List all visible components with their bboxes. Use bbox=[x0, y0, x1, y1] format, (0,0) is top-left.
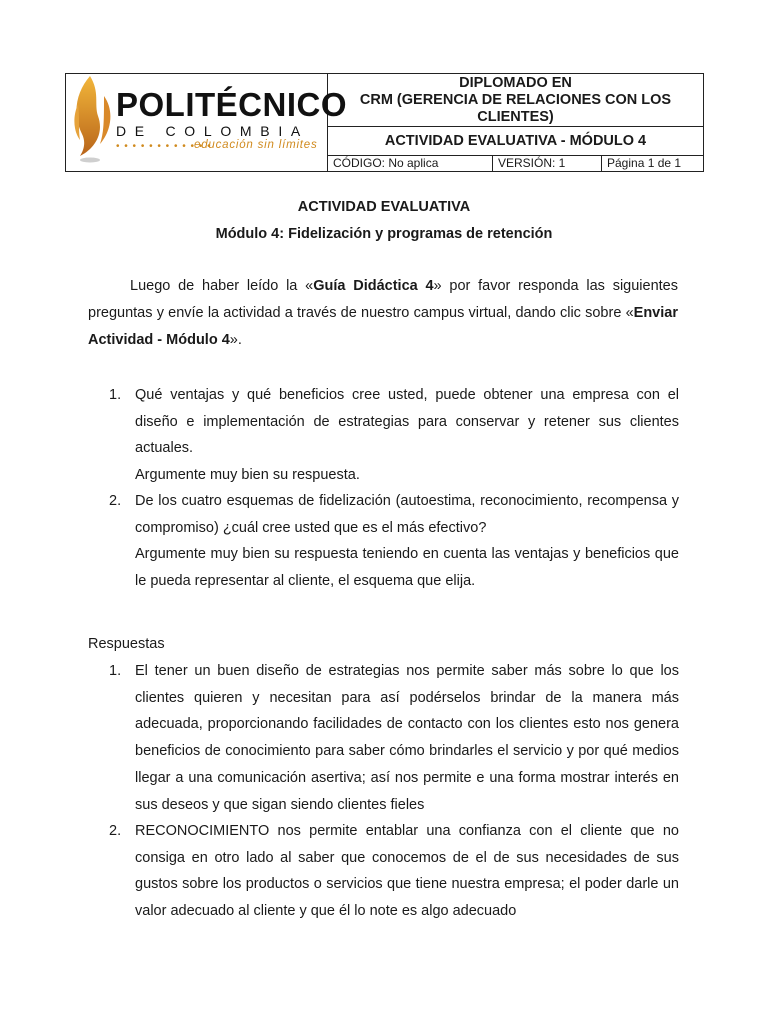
header-title-line2: CRM (GERENCIA DE RELACIONES CON LOS bbox=[359, 92, 672, 108]
answer-number: 1. bbox=[109, 663, 122, 679]
logo-name: POLITÉCNICO bbox=[116, 86, 348, 123]
header-code: CÓDIGO: No aplica bbox=[328, 156, 493, 171]
document-header bbox=[65, 73, 704, 172]
header-meta bbox=[328, 156, 703, 171]
intro-text-c: » por favor responda las siguientes preguntas y envíe la actividad a través de nuestro campus virtual, dando clic sobre « bbox=[88, 278, 678, 321]
header-version: VERSIÓN: 1 bbox=[493, 156, 602, 171]
header-title bbox=[328, 74, 703, 127]
question-text: Qué ventajas y qué beneficios cree usted, puede obtener una empresa con el diseño e implementación de estrategias para conservar y retener sus clientes actuales. bbox=[135, 387, 679, 457]
question-note: Argumente muy bien su respuesta teniendo en cuenta las ventajas y beneficios que le pueda representar al cliente, el esquema que elija. bbox=[135, 546, 679, 590]
flame-icon bbox=[70, 74, 116, 168]
answer-text: El tener un buen diseño de estrategias nos permite saber más sobre lo que los clientes quieren y necesitan para así podérselos brindar de la manera más adecuada, proporcionando facilidades de contacto con los clientes esto nos genera beneficios de conocimiento para saber cómo brindarles el servicio y por qué medios llegar a una comunicación asertiva; así nos permite e una forma mostrar interés en sus deseos y que sigan siendo clientes fieles bbox=[135, 663, 679, 813]
header-title-line3: CLIENTES) bbox=[477, 109, 554, 125]
answer-number: 2. bbox=[109, 823, 122, 839]
question-note: Argumente muy bien su respuesta. bbox=[135, 467, 360, 484]
intro-text-a: Luego de haber leído la « bbox=[130, 278, 314, 294]
question-number: 2. bbox=[109, 493, 122, 509]
intro-guide-link: Guía Didáctica 4 bbox=[313, 278, 434, 294]
header-page: Página 1 de 1 bbox=[607, 156, 682, 170]
document-subtitle: Módulo 4: Fidelización y programas de retención bbox=[215, 226, 553, 242]
intro-paragraph bbox=[88, 273, 678, 354]
logo-dots: • • • • • • • • • • • • bbox=[116, 141, 212, 152]
answer-text: RECONOCIMIENTO nos permite entablar una confianza con el cliente que no consiga en otro lado al saber que conocemos de el de sus necesidades de sus gustos sobre los productos o servicios que tiene nuestra empresa; el poder darle un valor adecuado al cliente y que él lo note es algo adecuado bbox=[135, 823, 679, 920]
answers-label: Respuestas bbox=[88, 636, 165, 652]
header-title-line1: DIPLOMADO EN bbox=[459, 75, 572, 91]
question-item bbox=[109, 488, 679, 595]
question-text: De los cuatro esquemas de fidelización (autoestima, reconocimiento, recompensa y compromiso) ¿cuál cree usted que es el más efectivo? bbox=[135, 493, 679, 536]
question-number: 1. bbox=[109, 387, 122, 403]
logo-tagline: educación sin límites bbox=[194, 139, 318, 151]
document-title: ACTIVIDAD EVALUATIVA bbox=[297, 199, 471, 215]
intro-submit-link: Enviar Actividad - Módulo 4 bbox=[88, 305, 678, 348]
question-item bbox=[109, 382, 679, 489]
logo-subtitle: DE COLOMBIA bbox=[116, 123, 309, 139]
answer-item bbox=[109, 658, 679, 818]
logo bbox=[66, 74, 348, 171]
intro-text-e: ». bbox=[229, 332, 242, 348]
header-subtitle: ACTIVIDAD EVALUATIVA - MÓDULO 4 bbox=[328, 127, 703, 156]
answer-item bbox=[109, 818, 679, 925]
